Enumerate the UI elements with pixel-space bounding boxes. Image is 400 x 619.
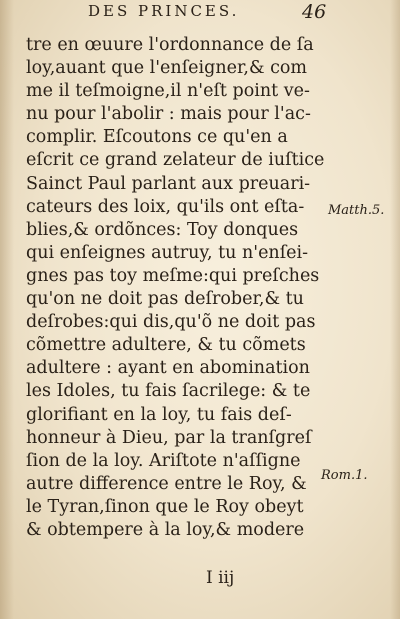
signature-mark: I iij bbox=[206, 568, 235, 588]
page-edge-shadow-left bbox=[0, 0, 14, 619]
text-line: me il teſmoigne,il n'eſt point ve- bbox=[26, 81, 310, 102]
text-line: tre en œuure l'ordonnance de ſa bbox=[26, 35, 314, 55]
page-edge-shadow-right bbox=[390, 0, 400, 619]
text-line: & obtempere à la loy,& modere bbox=[26, 519, 305, 540]
text-line: complir. Eſcoutons ce qu'en a bbox=[26, 127, 288, 148]
text-line: le Tyran,ſinon que le Roy obeyt bbox=[26, 496, 304, 517]
text-line: gnes pas toy meſme:qui preſches bbox=[26, 265, 320, 286]
text-line: qu'on ne doit pas deſrober,& tu bbox=[26, 289, 304, 310]
text-line: deſrobes:qui dis,qu'õ ne doit pas bbox=[26, 312, 316, 333]
text-line: eſcrit ce grand zelateur de iuſtice bbox=[26, 150, 325, 171]
text-line: cõmettre adultere, & tu cõmets bbox=[26, 335, 306, 356]
page-number: 46 bbox=[302, 1, 327, 23]
text-line: les Idoles, tu fais ſacrilege: & te bbox=[26, 381, 311, 402]
text-line: ſion de la loy. Ariſtote n'aſſigne bbox=[26, 450, 301, 471]
margin-note-matth: Matth.5. bbox=[328, 203, 385, 218]
text-line: autre difference entre le Roy, & bbox=[26, 473, 307, 494]
text-line: loy,auant que l'enſeigner,& com bbox=[26, 58, 308, 79]
text-line: glorifiant en la loy, tu fais deſ- bbox=[26, 404, 292, 425]
text-line: qui enſeignes autruy, tu n'enſei- bbox=[26, 242, 309, 263]
text-line: honneur à Dieu, par la tranſgreſ bbox=[26, 427, 312, 448]
running-head: DES PRINCES. bbox=[88, 2, 240, 20]
text-line: Sainct Paul parlant aux preuari- bbox=[26, 173, 311, 194]
text-line: cateurs des loix, qu'ils ont eſta- bbox=[26, 196, 305, 217]
body-text bbox=[26, 34, 326, 542]
text-line: adultere : ayant en abomination bbox=[26, 358, 310, 379]
margin-note-rom: Rom.1. bbox=[321, 468, 368, 483]
text-line: blies,& ordõnces: Toy donques bbox=[26, 219, 299, 240]
text-line: nu pour l'abolir : mais pour l'ac- bbox=[26, 104, 311, 125]
